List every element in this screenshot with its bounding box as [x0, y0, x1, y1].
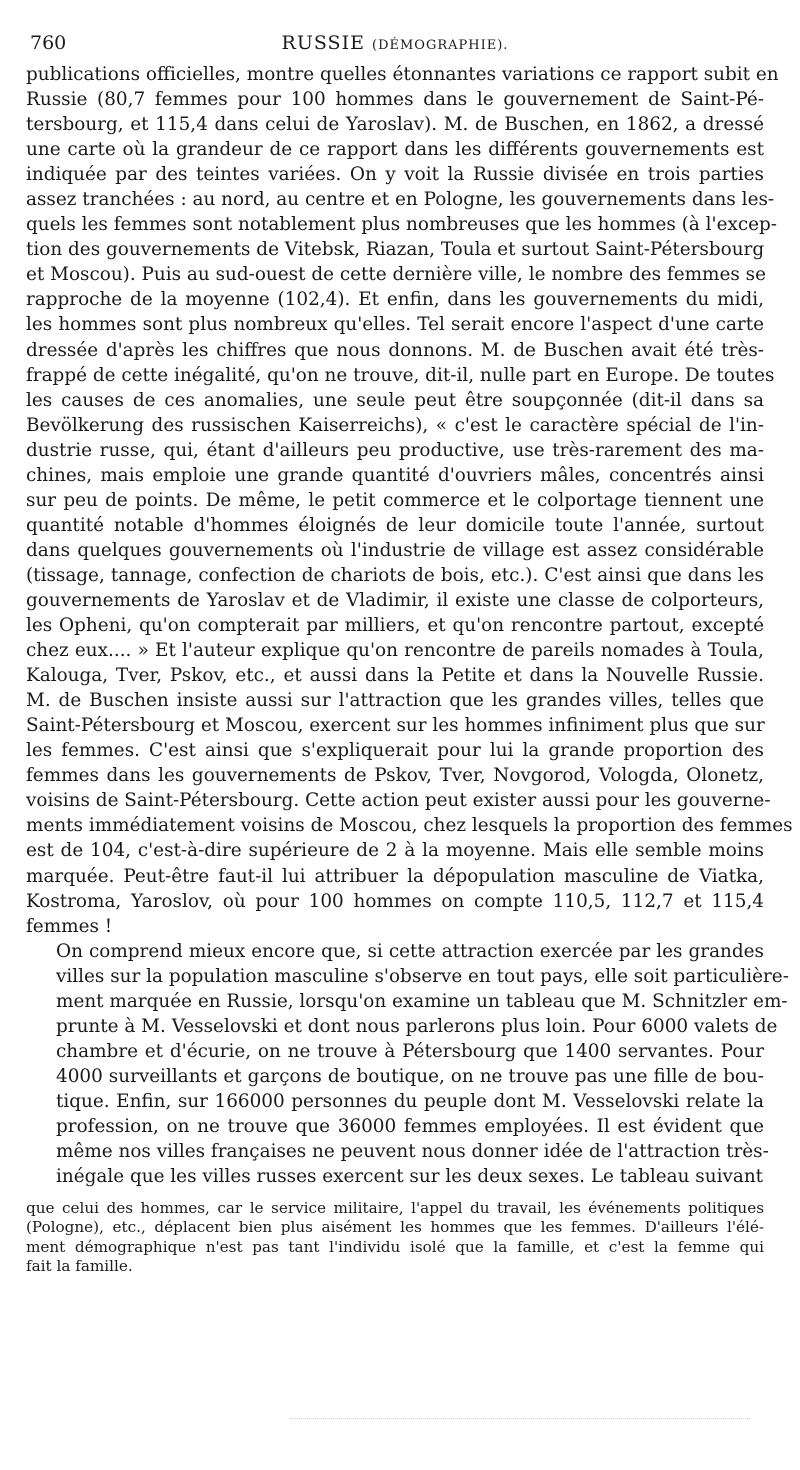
text-line: femmes dans les gouvernements de Pskov, Tver, Novgorod, Vologda, Olonetz, [26, 765, 764, 787]
running-title [26, 32, 764, 54]
text-line: est de 104, c'est-à-dire supérieure de 2 à la moyenne. Mais elle semble moins [26, 840, 764, 862]
footnote-line: que celui des hommes, car le service militaire, l'appel du travail, les événements politiques [26, 1199, 764, 1218]
text-line: frappé de cette inégalité, qu'on ne trouve, dit-il, nulle part en Europe. De toutes [26, 364, 775, 386]
text-line: chines, mais emploie une grande quantité d'ouvriers mâles, concentrés ainsi [26, 464, 764, 486]
text-line: publications officielles, montre quelles étonnantes variations ce rapport subit en [26, 64, 779, 85]
text-line: chambre et d'écurie, on ne trouve à Pétersbourg que 1400 servantes. Pour [56, 1040, 764, 1062]
text-line: (tissage, tannage, confection de chariots de bois, etc.). C'est ainsi que dans les [26, 564, 764, 586]
text-line: Kostroma, Yaroslov, où pour 100 hommes on compte 110,5, 112,7 et 115,4 [26, 890, 764, 912]
text-line: M. de Buschen insiste aussi sur l'attraction que les grandes villes, telles que [26, 690, 764, 712]
text-line: même nos villes françaises ne peuvent nous donner idée de l'attraction très- [56, 1141, 769, 1163]
page-number: 760 [30, 32, 67, 54]
text-line: inégale que les villes russes exercent sur les deux sexes. Le tableau suivant [56, 1166, 764, 1188]
body-text [26, 62, 793, 1189]
text-line: les Opheni, qu'on compterait par milliers, et qu'on rencontre partout, excepté [26, 615, 764, 637]
text-line: quantité notable d'hommes éloignés de leur domicile toute l'année, surtout [26, 514, 764, 536]
text-line: ment marquée en Russie, lorsqu'on examine un tableau que M. Schnitzler em- [56, 990, 788, 1012]
text-line: rapproche de la moyenne (102,4). Et enfin, dans les gouvernements du midi, [26, 289, 764, 311]
text-line: voisins de Saint-Pétersbourg. Cette action peut exister aussi pour les gouverne- [26, 790, 771, 812]
text-line: les causes de ces anomalies, une seule peut être soupçonnée (dit-il dans sa [26, 389, 764, 411]
text-line: dustrie russe, qui, étant d'ailleurs peu productive, use très-rarement des ma- [26, 439, 764, 461]
text-line: Russie (80,7 femmes pour 100 hommes dans le gouvernement de Saint-Pé- [26, 89, 764, 111]
footnote-line: ment démographique n'est pas tant l'individu isolé que la famille, et c'est la femme qui [26, 1237, 764, 1256]
text-line: et Moscou). Puis au sud-ouest de cette dernière ville, le nombre des femmes se [26, 264, 766, 286]
text-line: gouvernements de Yaroslav et de Vladimir, il existe une classe de colporteurs, [26, 589, 764, 611]
footnote-line: fait la famille. [26, 1256, 133, 1275]
text-line: sur peu de points. De même, le petit commerce et le colportage tiennent une [26, 489, 764, 511]
text-line: dressée d'après les chiffres que nous donnons. M. de Buschen avait été très- [26, 339, 764, 361]
text-line: villes sur la population masculine s'observe en tout pays, elle soit particulière- [56, 965, 789, 987]
text-line: une carte où la grandeur de ce rapport dans les différents gouvernements est [26, 139, 764, 161]
text-line: les hommes sont plus nombreux qu'elles. Tel serait encore l'aspect d'une carte [26, 314, 764, 336]
footnote-line: (Pologne), etc., déplacent bien plus aisément les hommes que les femmes. D'ailleurs l'élé- [26, 1218, 764, 1237]
text-line: On comprend mieux encore que, si cette attraction exercée par les grandes [56, 940, 764, 962]
text-line: femmes ! [26, 915, 113, 937]
text-line: tique. Enfin, sur 166000 personnes du peuple dont M. Vesselovski relate la [56, 1090, 764, 1112]
running-title-sub: (DÉMOGRAPHIE). [372, 38, 509, 53]
running-title-main: RUSSIE [281, 32, 365, 54]
page-header [26, 22, 764, 56]
footnote [26, 1199, 764, 1276]
paragraph-1 [26, 62, 793, 939]
text-line: assez tranchées : au nord, au centre et en Pologne, les gouvernements dans les- [26, 189, 775, 211]
text-line: dans quelques gouvernements où l'industrie de village est assez considérable [26, 539, 764, 561]
text-line: Kalouga, Tver, Pskov, etc., et aussi dans la Petite et dans la Nouvelle Russie. [26, 665, 764, 687]
text-line: Bevölkerung des russischen Kaiserreichs), « c'est le caractère spécial de l'in- [26, 414, 764, 436]
text-line: chez eux.... » Et l'auteur explique qu'on rencontre de pareils nomades à Toula, [26, 640, 764, 662]
text-line: marquée. Peut-être faut-il lui attribuer la dépopulation masculine de Viatka, [26, 865, 764, 887]
text-line: ments immédiatement voisins de Moscou, chez lesquels la proportion des femmes [26, 815, 793, 837]
text-line: Saint-Pétersbourg et Moscou, exercent sur les hommes infiniment plus que sur [26, 715, 765, 737]
text-line: quels les femmes sont notablement plus nombreuses que les hommes (à l'excep- [26, 214, 777, 236]
page [26, 22, 793, 1276]
bottom-rule [290, 1418, 750, 1420]
text-line: prunte à M. Vesselovski et dont nous parlerons plus loin. Pour 6000 valets de [56, 1015, 778, 1037]
text-line: indiquée par des teintes variées. On y voit la Russie divisée en trois parties [26, 164, 764, 186]
text-line: tersbourg, et 115,4 dans celui de Yaroslav). M. de Buschen, en 1862, a dressé [26, 114, 764, 136]
text-line: tion des gouvernements de Vitebsk, Riazan, Toula et surtout Saint-Pétersbourg [26, 239, 765, 261]
paragraph-2 [26, 939, 789, 1189]
text-line: 4000 surveillants et garçons de boutique, on ne trouve pas une fille de bou- [56, 1065, 764, 1087]
text-line: les femmes. C'est ainsi que s'expliquerait pour lui la grande proportion des [26, 740, 764, 762]
text-line: profession, on ne trouve que 36000 femmes employées. Il est évident que [56, 1115, 764, 1137]
